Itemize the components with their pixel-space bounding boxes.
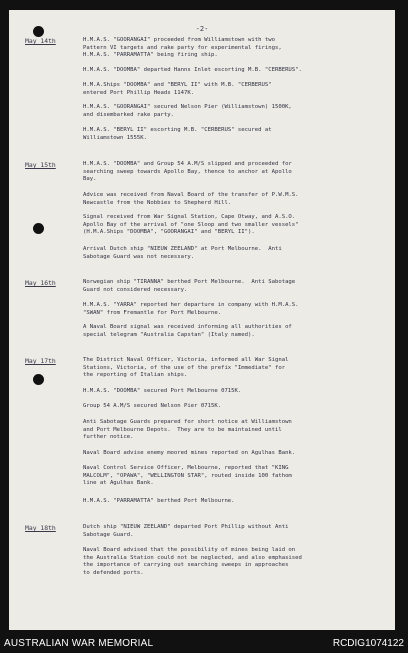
entry-paragraph: H.M.A.S. "DOOMBA" departed Hanns Inlet escorting M.B. "CERBERUS".	[83, 67, 302, 73]
entry-paragraph: H.M.A.S. "YARRA" reported her departure in company with H.M.A.S. "SWAN" from Fremantle for Port Melbourne.	[83, 302, 299, 316]
entry-paragraph: H.M.A.S. "PARRAMATTA" berthed Port Melbourne.	[83, 498, 235, 504]
entry-paragraph: H.M.A.S. "GOORANGAI" secured Nelson Pier (Williamstown) 1500K, and disembarked rake party.	[83, 104, 292, 118]
entry-date: May 16th	[25, 279, 56, 287]
entry-paragraph: H.M.A.Ships "DOOMBA" and "BERYL II" with M.B. "CERBERUS" entered Port Phillip Heads 1147K.	[83, 82, 272, 96]
archive-footer	[0, 636, 408, 653]
page-number: -2-	[195, 25, 209, 33]
entry-paragraph: Anti Sabotage Guards prepared for short notice at Williamstown and Port Melbourne Depots. They are to be maintained until further notice.	[83, 419, 292, 440]
entry-date: May 18th	[25, 524, 56, 532]
archive-record-id: RCDIG1074122	[332, 638, 404, 649]
entry-paragraph: Arrival Dutch ship "NIEUW ZEELAND" at Port Melbourne. Anti Sabotage Guard was not necessary.	[83, 246, 282, 260]
archive-name: AUSTRALIAN WAR MEMORIAL	[4, 638, 154, 649]
entry-paragraph: A Naval Board signal was received informing all authorities of special telegram "Australia Capstan" (Italy named).	[83, 324, 292, 338]
document-page	[9, 10, 395, 630]
entry-date: May 15th	[25, 161, 56, 169]
entry-paragraph: H.M.A.S. "DOOMBA" and Group 54 A.M/S slipped and proceeded for searching sweep towards Apollo Bay, thence to anchor at Apollo Bay.	[83, 161, 292, 182]
entry-paragraph: H.M.A.S. "BERYL II" escorting M.B. "CERBERUS" secured at Williamstown 1555K.	[83, 127, 272, 141]
entry-paragraph: Signal received from War Signal Station, Cape Otway, and A.S.O. Apollo Bay of the arrival of "one Sloop and two smaller vessels" (H.M.A.Ships "DOOMBA", "GOORANGAI" and "BERYL II").	[83, 214, 299, 235]
entry-paragraph: Group 54 A.M/S secured Nelson Pier 0715K.	[83, 403, 222, 409]
punch-hole	[33, 374, 44, 385]
entry-date: May 14th	[25, 37, 56, 45]
entry-paragraph: H.M.A.S. "GOORANGAI" proceeded from Williamstown with two Pattern VI targets and rake party for experimental firings, H.M.A.S. "PARRAMATTA" being firing ship.	[83, 37, 282, 58]
punch-hole	[33, 223, 44, 234]
entry-paragraph: The District Naval Officer, Victoria, informed all War Signal Stations, Victoria, of the use of the prefix "Immediate" for the reporting of Italian ships.	[83, 357, 289, 378]
entry-paragraph: Naval Control Service Officer, Melbourne, reported that "KING MALCOLM", "OPAWA", "WELLINGTON STAR", routed inside 100 fathom line at Agulhas Bank.	[83, 465, 292, 486]
entry-paragraph: H.M.A.S. "DOOMBA" secured Port Melbourne 0715K.	[83, 388, 242, 394]
entry-paragraph: Naval Board advise enemy moored mines reported on Agulhas Bank.	[83, 450, 296, 456]
entry-date: May 17th	[25, 357, 56, 365]
entry-paragraph: Advice was received from Naval Board of the transfer of P.W.M.S. Newcastle from the Nobbies to Shepherd Hill.	[83, 192, 299, 206]
entry-paragraph: Naval Board advised that the possibility of mines being laid on the Australia Station could not be neglected, and also emphasised the importance of carrying out searching sweeps in approaches to defended ports.	[83, 547, 302, 576]
entry-paragraph: Dutch ship "NIEUW ZEELAND" departed Port Phillip without Anti Sabotage Guard.	[83, 524, 289, 538]
entry-paragraph: Norwegian ship "TIRANNA" berthed Port Melbourne. Anti Sabotage Guard not considered necessary.	[83, 279, 296, 293]
